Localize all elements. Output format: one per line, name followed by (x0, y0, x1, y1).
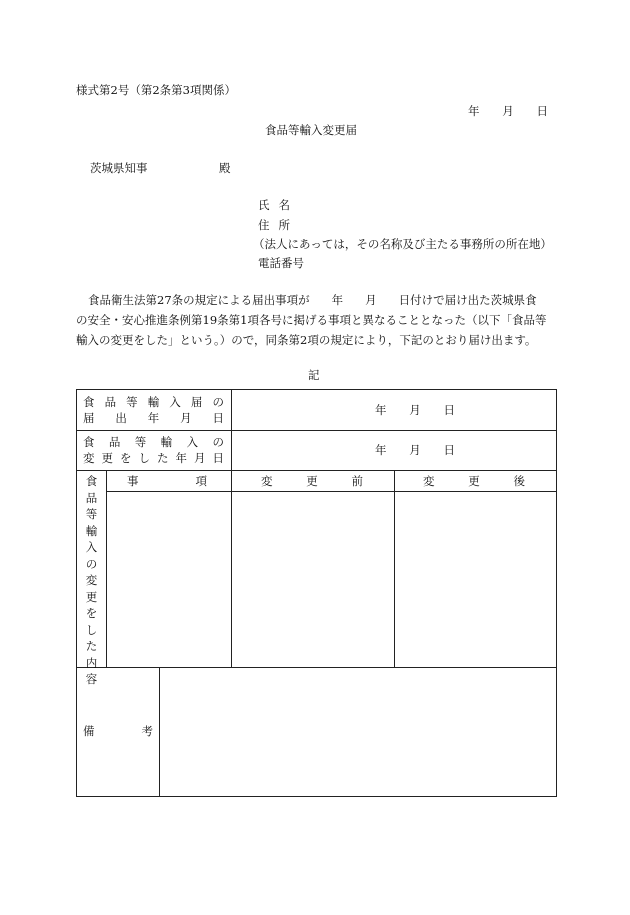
r2a-6: の (212, 435, 224, 449)
rule-h-2 (77, 470, 556, 471)
col-header-before (261, 476, 363, 488)
name-char-2: 名 (278, 198, 290, 212)
corporate-note: （法人にあっては，その名称及び主たる事務所の所在地） (253, 237, 552, 251)
r1a-3: 等 (126, 395, 138, 409)
r2a-4: 輸 (160, 435, 173, 449)
change-after-field[interactable] (395, 492, 556, 667)
v-1: 食 (85, 474, 98, 488)
r1a-7: の (212, 395, 224, 409)
v-6: の (85, 556, 98, 571)
v-13: 容 (85, 672, 98, 686)
change-before-field[interactable] (232, 492, 394, 667)
r1-day: 日 (443, 403, 455, 417)
body-line-1 (76, 290, 558, 310)
r1a-1: 食 (83, 395, 95, 409)
col-before-3: 前 (351, 474, 363, 488)
body-line-2: の安全・安心推進条例第19条第1項各号に掲げる事項と異なることとなった（以下「食品等 (76, 313, 547, 327)
v-10: し (85, 622, 98, 637)
r2a-3: 等 (134, 435, 147, 449)
address-char-1: 住 (258, 218, 270, 232)
r1b-3: 年 (147, 411, 160, 425)
remarks-1: 備 (83, 724, 95, 738)
r1-year: 年 (375, 403, 387, 417)
address-char-2: 所 (278, 218, 290, 232)
r1b-4: 月 (180, 411, 192, 425)
applicant-name-label (258, 200, 290, 212)
col-header-after (423, 476, 525, 488)
v-12: 内 (85, 655, 98, 670)
v-9: を (85, 606, 98, 620)
row1-date[interactable] (375, 405, 455, 417)
body-line-1-b: 日付けで届け出た茨城県食 (398, 293, 537, 307)
r2b-2: 更 (101, 451, 113, 465)
row1-label-line1 (83, 397, 224, 409)
r1a-2: 品 (104, 395, 117, 409)
form-number: 様式第2号（第2条第3項関係） (76, 83, 236, 97)
date-month-label: 月 (502, 104, 514, 118)
v-7: 変 (85, 573, 98, 587)
r2b-3: を (120, 451, 132, 465)
remarks-label (83, 726, 153, 738)
r1b-5: 日 (212, 411, 224, 425)
r2b-4: し (138, 451, 150, 465)
body-paragraph (76, 290, 558, 350)
remarks-2: 考 (141, 724, 153, 738)
r2b-5: た (157, 451, 169, 465)
col-item-2: 項 (195, 474, 207, 488)
applicant-address-label (258, 220, 290, 232)
col-after-3: 後 (513, 474, 525, 488)
r1a-6: 届 (190, 395, 203, 409)
col-before-1: 変 (261, 474, 273, 488)
row2-label-line1 (83, 437, 224, 449)
r1a-4: 輸 (147, 395, 160, 409)
row2-label-line2 (83, 453, 224, 465)
date-year-label: 年 (468, 104, 480, 118)
change-content-vertical-label (77, 473, 106, 688)
r2b-1: 変 (83, 451, 95, 465)
rule-h-1 (77, 430, 556, 431)
r2b-8: 日 (212, 451, 224, 465)
remarks-field[interactable] (160, 668, 556, 796)
r2-day: 日 (443, 443, 455, 457)
r2a-1: 食 (83, 435, 95, 449)
r1a-5: 入 (169, 395, 181, 409)
r2a-5: 入 (186, 435, 199, 449)
body-line-1-a: 食品衛生法第27条の規定による届出事項が (88, 293, 310, 307)
v-4: 輸 (85, 523, 98, 538)
r2b-7: 月 (194, 451, 206, 465)
document-title: 食品等輸入変更届 (265, 123, 357, 137)
r1-month: 月 (409, 403, 421, 417)
body-line-1-month: 月 (365, 293, 377, 307)
row1-label-line2 (83, 413, 224, 425)
v-5: 入 (85, 540, 98, 554)
col-after-2: 更 (468, 474, 480, 488)
col-before-2: 更 (306, 474, 318, 488)
v-11: た (85, 639, 98, 653)
row2-date[interactable] (375, 445, 455, 457)
body-line-1-year: 年 (331, 293, 344, 307)
col-header-item (127, 476, 207, 488)
v-3: 等 (85, 507, 98, 521)
addressee: 茨城県知事 (90, 161, 148, 175)
body-line-3: 輸入の変更をした」という。）ので，同条第2項の規定により，下記のとおり届け出ます。 (76, 333, 537, 347)
col-after-1: 変 (423, 474, 435, 488)
r2a-2: 品 (108, 435, 121, 449)
phone-label: 電話番号 (258, 256, 304, 270)
ki-label: 記 (308, 368, 320, 382)
v-2: 品 (85, 490, 98, 505)
honorific: 殿 (219, 161, 231, 175)
col-item-1: 事 (127, 474, 139, 488)
r2-year: 年 (375, 443, 387, 457)
r2-month: 月 (409, 443, 421, 457)
v-8: 更 (85, 589, 98, 604)
date-day-label: 日 (536, 104, 548, 118)
r1b-1: 届 (83, 411, 95, 425)
date-line (468, 106, 548, 118)
r1b-2: 出 (115, 411, 127, 425)
r2b-6: 年 (175, 451, 187, 465)
form-table (76, 389, 557, 797)
name-char-1: 氏 (258, 198, 270, 212)
change-item-field[interactable] (107, 492, 231, 667)
